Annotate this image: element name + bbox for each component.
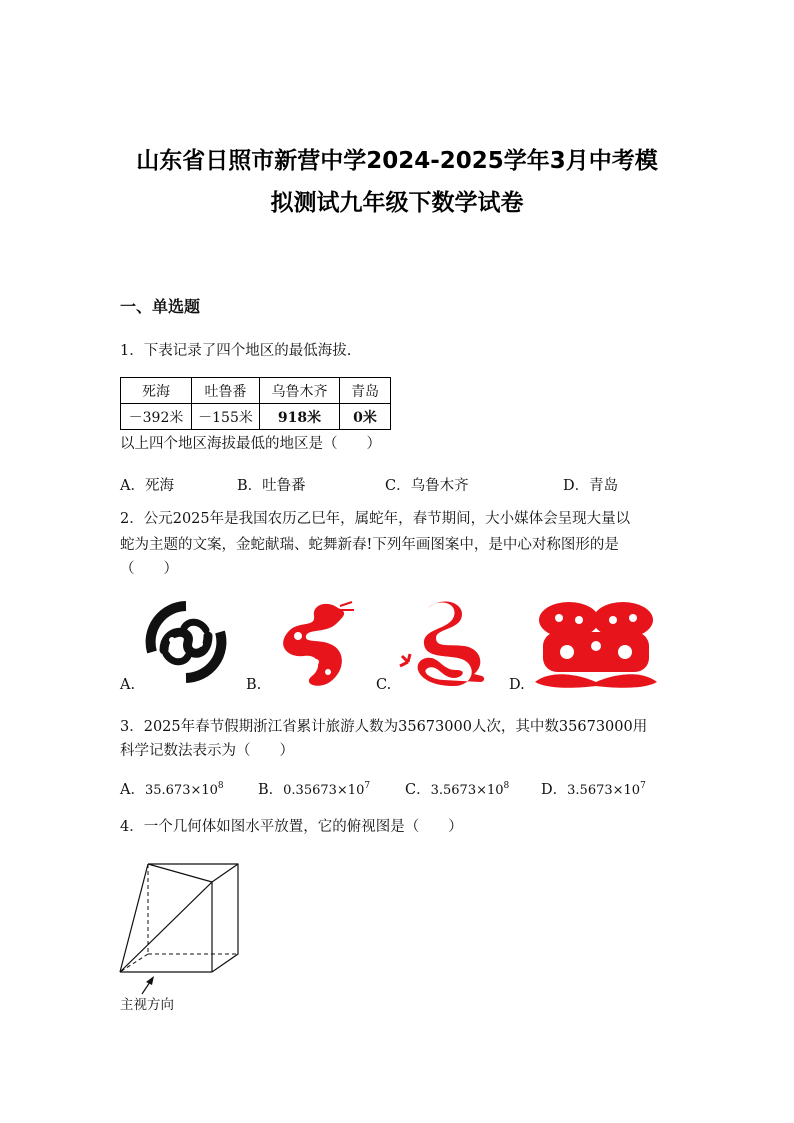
- question-1-prompt: 以上四个地区海拔最低的地区是（ ）: [120, 436, 381, 452]
- option-exponent: 8: [217, 781, 224, 792]
- table-header-row: [121, 378, 391, 404]
- q3-option-d: [541, 778, 646, 799]
- geometry-solid-figure: [112, 858, 244, 998]
- altitude-table: [120, 377, 391, 430]
- q1-option-b: B．吐鲁番: [237, 478, 306, 494]
- option-exponent: 7: [640, 781, 646, 792]
- table-cell: 0米: [340, 404, 391, 430]
- table-row: [121, 404, 391, 430]
- option-mantissa: 35.673×10: [144, 783, 218, 798]
- question-1-stem: 1．下表记录了四个地区的最低海拔.: [120, 343, 352, 359]
- table-header-cell: 吐鲁番: [192, 378, 260, 404]
- page-title-line1: 山东省日照市新营中学2024-2025学年3月中考模: [136, 148, 658, 174]
- view-direction-caption: 主视方向: [120, 997, 174, 1013]
- question-2-line1: 2．公元2025年是我国农历乙巳年，属蛇年，春节期间，大小媒体会呈现大量以: [120, 511, 631, 527]
- table-cell: 918米: [260, 404, 340, 430]
- q2-option-a-label: A.: [120, 677, 136, 693]
- question-3-line2: 科学记数法表示为（ ）: [120, 743, 294, 759]
- table-cell: －155米: [192, 404, 260, 430]
- q1-option-d: D．青岛: [563, 478, 619, 494]
- red-snake-paper-cut: [268, 598, 358, 690]
- q3-option-c: [405, 778, 509, 799]
- q1-option-a: A．死海: [120, 478, 174, 494]
- option-label: D．: [541, 782, 568, 798]
- red-twin-snakes-paper-cut: [533, 598, 659, 690]
- q3-option-b: [258, 778, 370, 799]
- option-label: A．: [120, 782, 145, 798]
- q3-option-a: [120, 778, 224, 799]
- option-label: C．: [405, 782, 431, 798]
- q2-option-d-label: D.: [509, 677, 525, 693]
- question-3-line1: 3．2025年春节假期浙江省累计旅游人数为35673000人次，其中数35673000用: [120, 719, 648, 735]
- q1-option-c: C．乌鲁木齐: [385, 478, 469, 494]
- option-mantissa: 3.5673×10: [430, 783, 504, 798]
- black-snake-circle-emblem: [144, 600, 228, 684]
- option-exponent: 7: [364, 781, 371, 792]
- table-header-cell: 乌鲁木齐: [260, 378, 340, 404]
- page-title-line2: 拟测试九年级下数学试卷: [270, 190, 524, 216]
- option-mantissa: 3.5673×10: [567, 783, 641, 798]
- red-coiled-snake-paper-cut: [398, 598, 490, 690]
- q2-option-b-label: B.: [246, 677, 262, 693]
- table-cell: －392米: [121, 404, 192, 430]
- table-header-cell: 死海: [121, 378, 192, 404]
- option-mantissa: 0.35673×10: [283, 783, 365, 798]
- section-heading-single-choice: 一、单选题: [120, 297, 201, 316]
- table-header-cell: 青岛: [340, 378, 391, 404]
- question-4-stem: 4．一个几何体如图水平放置，它的俯视图是（ ）: [120, 819, 463, 835]
- option-exponent: 8: [503, 781, 510, 792]
- q2-option-c-label: C.: [376, 677, 392, 693]
- question-2-line2: 蛇为主题的文案，金蛇献瑞、蛇舞新春!下列年画图案中，是中心对称图形的是: [120, 537, 619, 553]
- option-label: B．: [258, 782, 284, 798]
- question-2-line3: （ ）: [120, 561, 178, 577]
